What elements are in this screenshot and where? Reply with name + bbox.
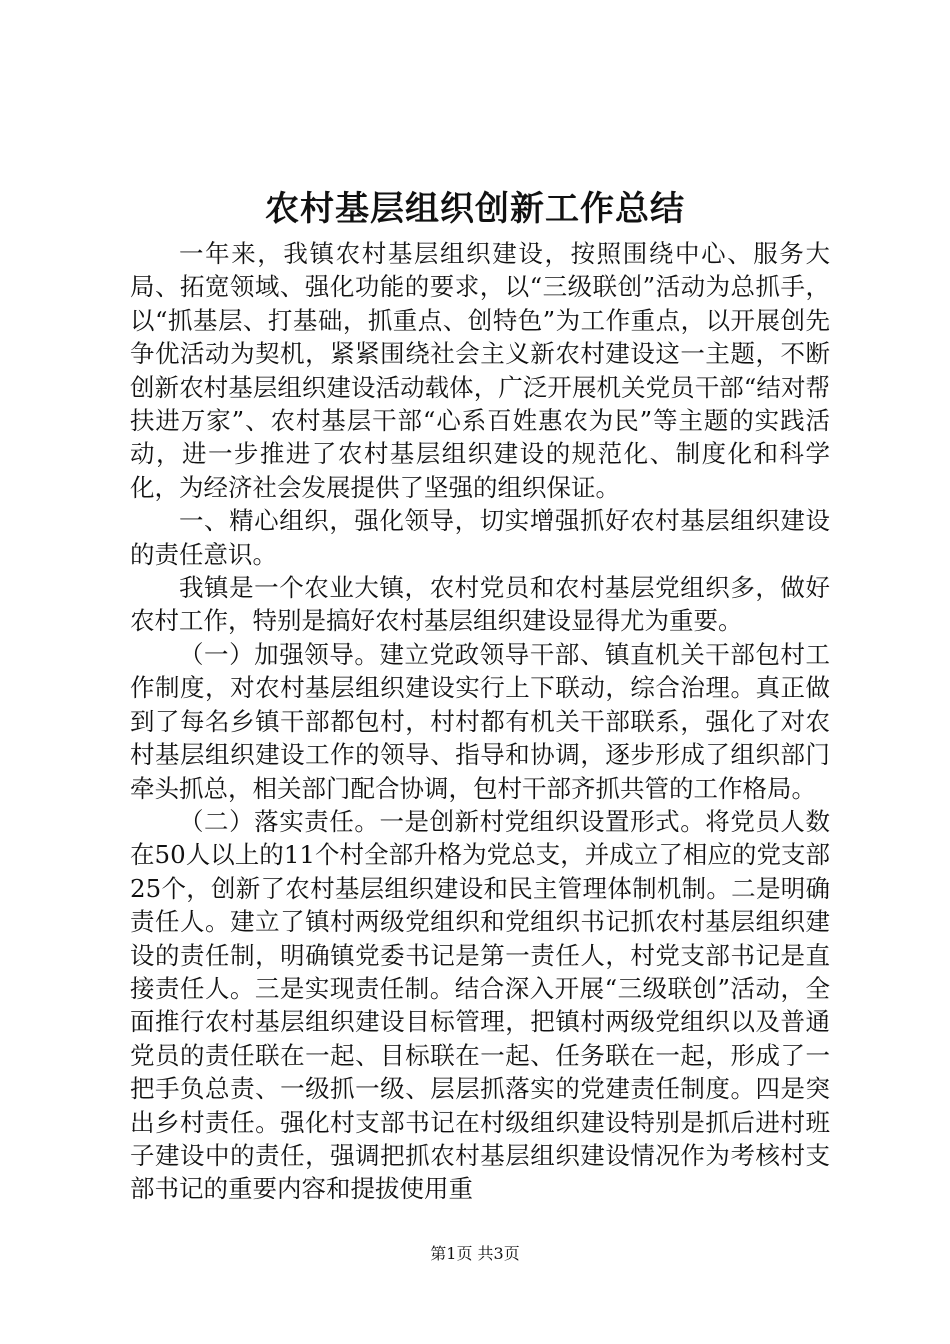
paragraph-implement-responsibility: （二）落实责任。一是创新村党组织设置形式。将党员人数在50人以上的11个村全部升格为党总支，并成立了相应的党支部25个，创新了农村基层组织建设和民主管理体制机制。二是明确责任人。建立了镇村两级党组织和党组织书记抓农村基层组织建设的责任制，明确镇党委书记是第一责任人，村党支部书记是直接责任人。三是实现责任制。结合深入开展“三级联创”活动，全面推行农村基层组织建设目标管理，把镇村两级党组织以及普通党员的责任联在一起、目标联在一起、任务联在一起，形成了一把手负总责、一级抓一级、层层抓落实的党建责任制度。四是突出乡村责任。强化村支部书记在村级组织建设特别是抓后进村班子建设中的责任，强调把抓农村基层组织建设情况作为考核村支部书记的重要内容和提拔使用重 bbox=[130, 806, 830, 1204]
document-body bbox=[130, 237, 830, 1206]
document-title: 农村基层组织创新工作总结 bbox=[265, 189, 685, 229]
paragraph-strengthen-leadership: （一）加强领导。建立党政领导干部、镇直机关干部包村工作制度，对农村基层组织建设实行上下联动，综合治理。真正做到了每名乡镇干部都包村，村村都有机关干部联系，强化了对农村基层组织建设工作的领导、指导和协调，逐步形成了组织部门牵头抓总，相关部门配合协调，包村干部齐抓共管的工作格局。 bbox=[130, 639, 830, 803]
paragraph-section-heading-1: 一、精心组织，强化领导，切实增强抓好农村基层组织建设的责任意识。 bbox=[130, 506, 830, 569]
paragraph-background: 我镇是一个农业大镇，农村党员和农村基层党组织多，做好农村工作，特别是搞好农村基层组织建设显得尤为重要。 bbox=[130, 573, 830, 636]
paragraph-intro: 一年来，我镇农村基层组织建设，按照围绕中心、服务大局、拓宽领域、强化功能的要求，以“三级联创”活动为总抓手，以“抓基层、打基础，抓重点、创特色”为工作重点，以开展创先争优活动为契机，紧紧围绕社会主义新农村建设这一主题，不断创新农村基层组织建设活动载体，广泛开展机关党员干部“结对帮扶进万家”、农村基层干部“心系百姓惠农为民”等主题的实践活动，进一步推进了农村基层组织建设的规范化、制度化和科学化，为经济社会发展提供了坚强的组织保证。 bbox=[130, 239, 830, 502]
page-number-footer: 第1页 共3页 bbox=[430, 1244, 520, 1263]
